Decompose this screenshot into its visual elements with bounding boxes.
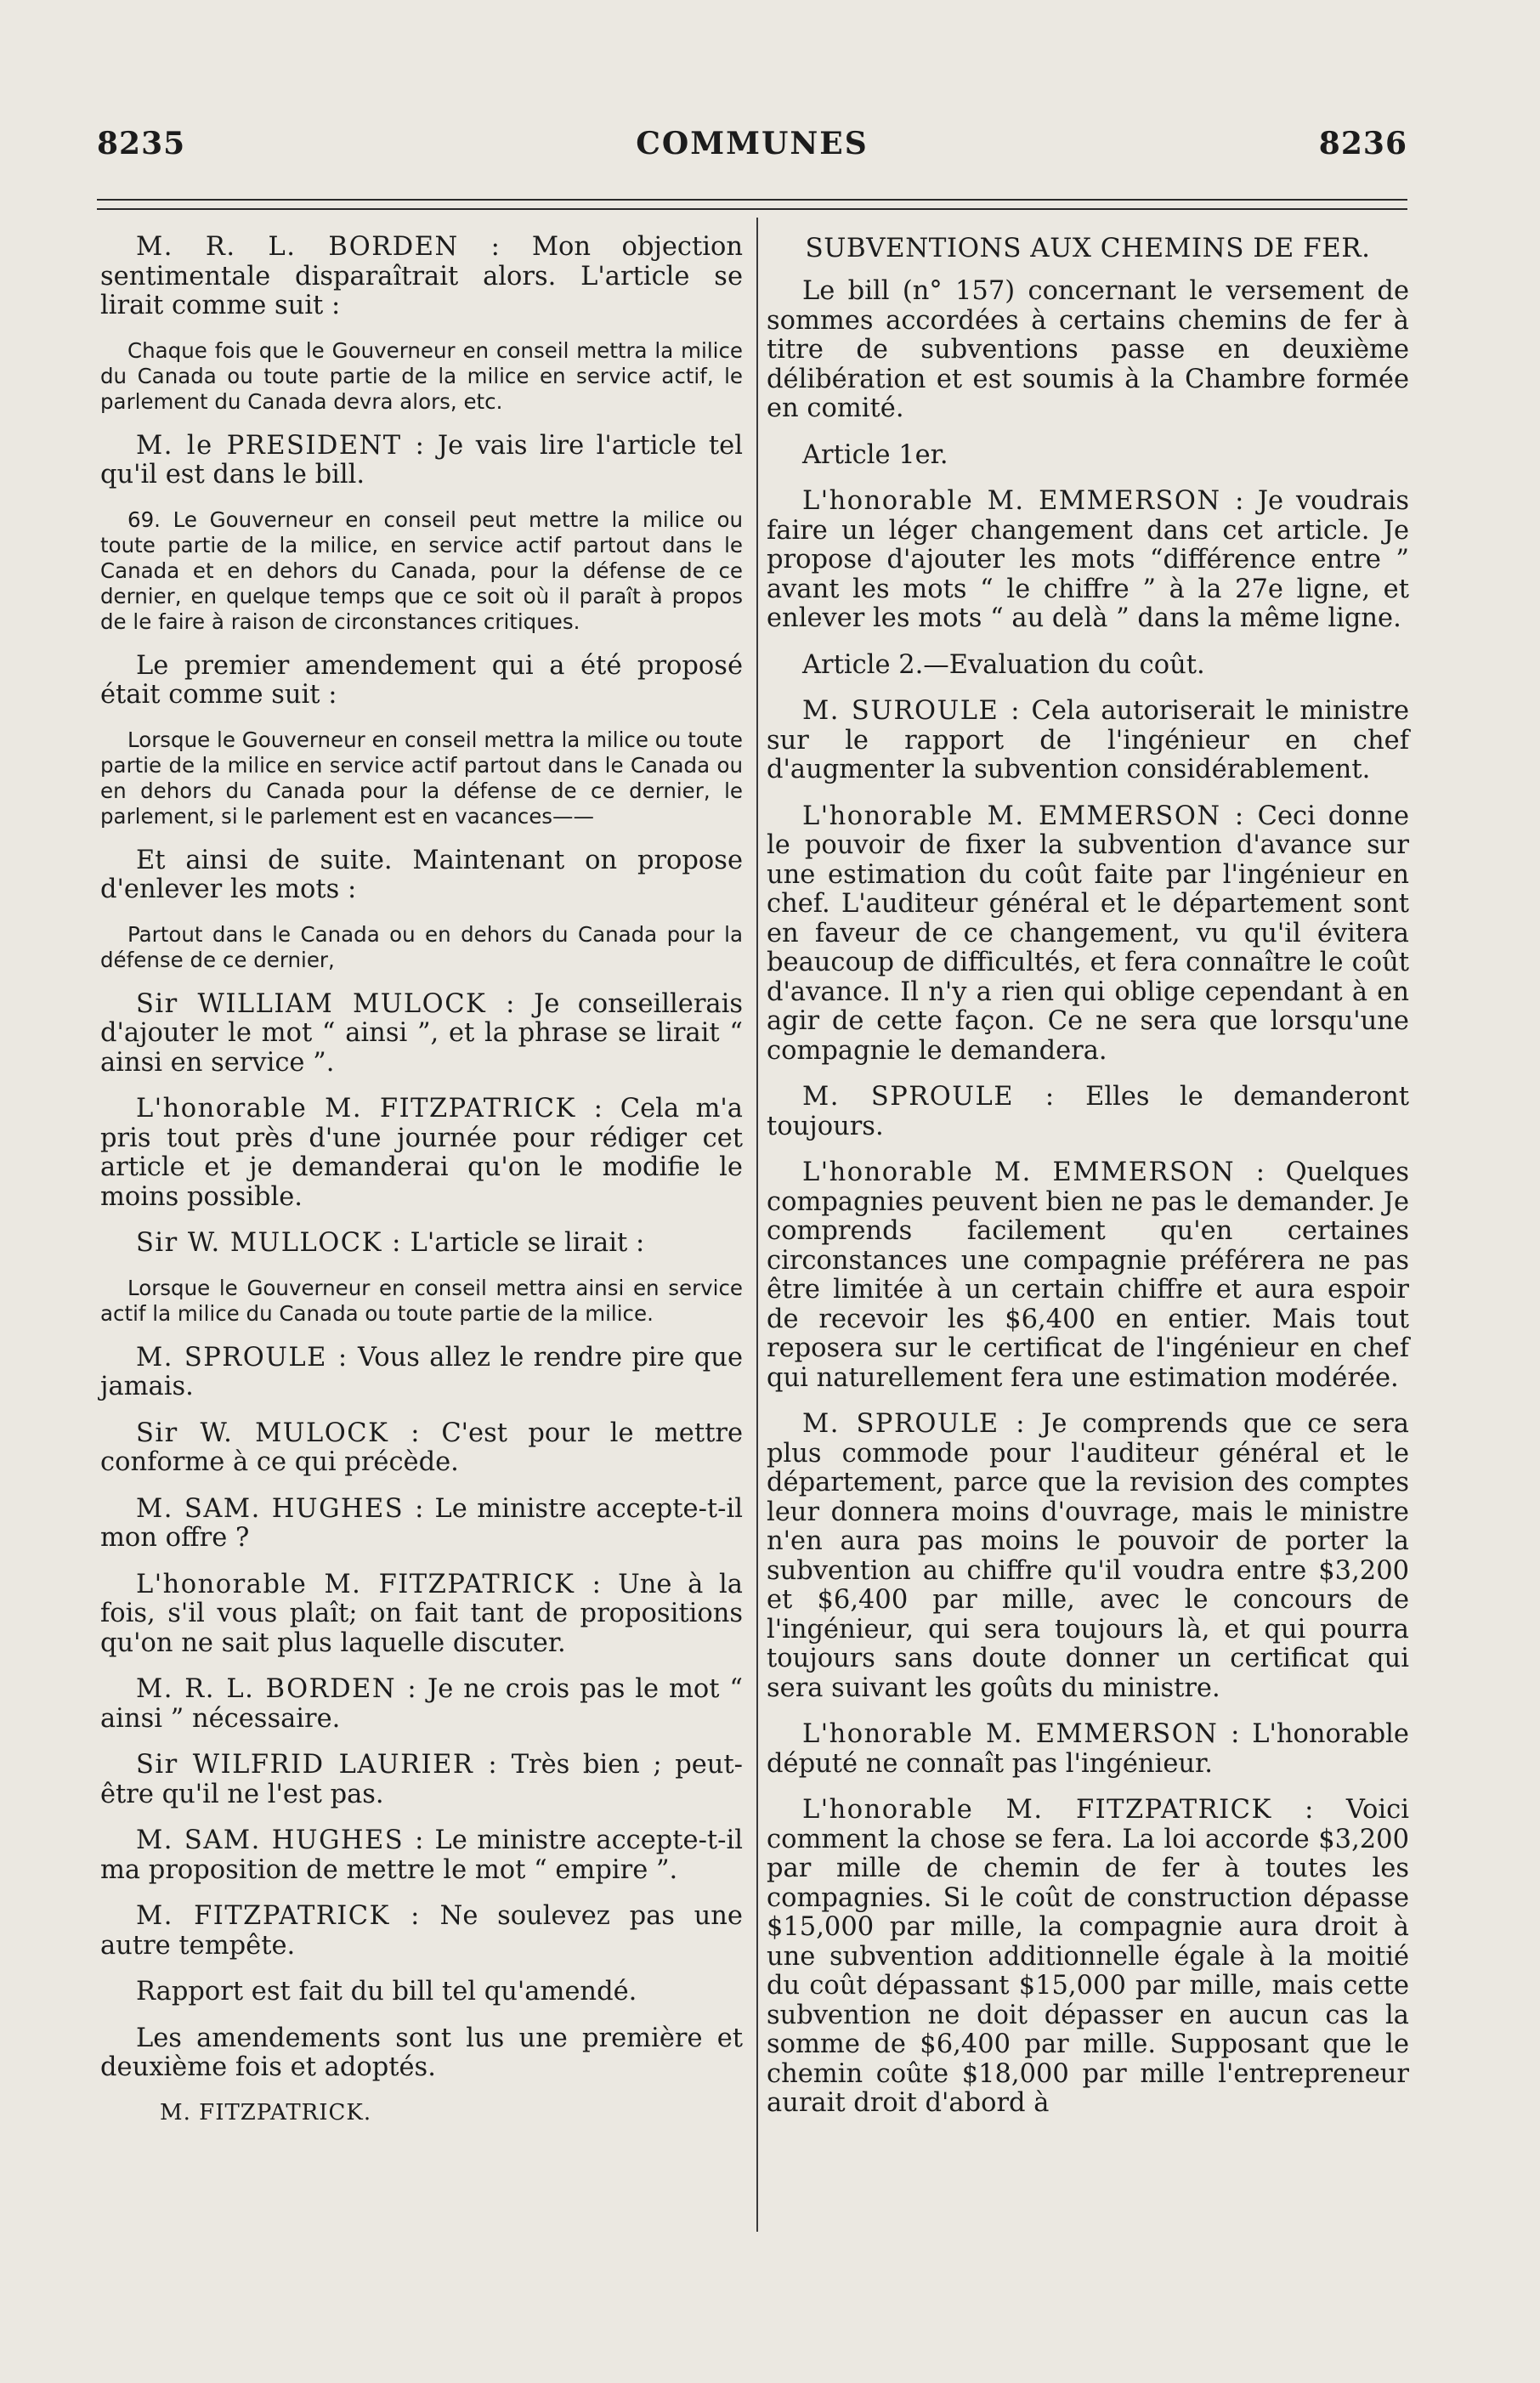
paragraph-text: Rapport est fait du bill tel qu'amendé. <box>136 1977 637 2007</box>
paragraph <box>100 1826 743 1885</box>
paragraph <box>100 1344 743 1402</box>
left-page-number: 8235 <box>97 126 186 161</box>
speaker-name: M. R. L. BORDEN : <box>136 1674 418 1704</box>
paragraph <box>100 2024 743 2083</box>
paragraph-text: L'honorable député ne connaît pas l'ingénieur. <box>767 1719 1409 1779</box>
paragraph-text: Lorsque le Gouverneur en conseil mettra ainsi en service actif la milice du Canada ou toute partie de la milice. <box>100 1275 743 1326</box>
paragraph <box>767 802 1409 1067</box>
paragraph-text: Article 2.—Evaluation du coût. <box>802 649 1205 680</box>
paragraph-text: M. FITZPATRICK. <box>160 2099 372 2125</box>
right-column <box>767 233 1409 2136</box>
paragraph <box>767 1796 1409 2119</box>
paragraph <box>100 1675 743 1734</box>
column-divider <box>756 218 758 2232</box>
speaker-name: L'honorable M. FITZPATRICK : <box>802 1795 1315 1825</box>
paragraph-text: Je ne crois pas le mot “ ainsi ” nécessaire. <box>100 1674 743 1734</box>
paragraph-text: Très bien ; peut-être qu'il ne l'est pas. <box>100 1750 743 1809</box>
paragraph-text: Quelques compagnies peuvent bien ne pas le demander. Je comprends facilement qu'en certaines circonstances une compagnie préférera ne pas être limitée à un certain chiffre et aura espoir de recevoir les $6,400 en entier. Mais tout reposera sur le certificat de l'ingénieur en chef qui naturellement fera une estimation modérée. <box>767 1158 1409 1393</box>
paragraph <box>100 1095 743 1212</box>
paragraph-text: Le bill (n° 157) concernant le versement de sommes accordées à certains chemins de fer à titre de subventions passe en deuxième délibération et est soumis à la Chambre formée en comité. <box>767 276 1409 423</box>
paragraph <box>767 1720 1409 1779</box>
paragraph-text: Chaque fois que le Gouverneur en conseil mettra la milice du Canada ou toute partie de la milice en service actif, le parlement du Canada devra alors, etc. <box>100 337 743 414</box>
paragraph <box>100 233 743 321</box>
paragraph-text: Je voudrais faire un léger changement dans cet article. Je propose d'ajouter les mots “différence entre ” avant les mots “ le chiffre ” à la 27e ligne, et enlever les mots “ au delà ” dans la même ligne. <box>767 486 1409 633</box>
speaker-name: Sir WILFRID LAURIER : <box>136 1750 499 1780</box>
paragraph-text: Partout dans le Canada ou en dehors du Canada pour la défense de ce dernier, <box>100 921 743 972</box>
paragraph <box>767 1410 1409 1703</box>
paragraph-text: Article 1er. <box>802 439 948 470</box>
paragraph <box>100 1902 743 1961</box>
speaker-name: L'honorable M. EMMERSON : <box>802 1158 1266 1187</box>
speaker-name: M. FITZPATRICK : <box>136 1901 421 1931</box>
speaker-name: M. SUROULE : <box>802 696 1021 726</box>
paragraph-text: Le ministre accepte-t-il mon offre ? <box>100 1493 743 1553</box>
paragraph-text: SUBVENTIONS AUX CHEMINS DE FER. <box>805 233 1371 263</box>
paragraph-text: Elles le demanderont toujours. <box>767 1082 1409 1141</box>
paragraph-text: C'est pour le mettre conforme à ce qui précède. <box>100 1418 743 1477</box>
paragraph-text: Une à la fois, s'il vous plaît; on fait tant de propositions qu'on ne sait plus laquelle discuter. <box>100 1569 743 1658</box>
right-page-number: 8236 <box>1318 126 1407 161</box>
paragraph-text: Ceci donne le pouvoir de fixer la subvention d'avance sur une estimation du coût faite par l'ingénieur en chef. L'auditeur général et le département sont en faveur de ce changement, vu qu'il évitera beaucoup de difficultés, et fera connaître le coût d'avance. Il n'y a rien qui oblige cependant à en agir de cette façon. Ce ne sera que lorsqu'une compagnie le demandera. <box>767 801 1409 1066</box>
quoted-text <box>100 507 743 635</box>
paragraph <box>767 1158 1409 1393</box>
speaker-name: L'honorable M. FITZPATRICK : <box>136 1569 603 1599</box>
paragraph <box>100 990 743 1078</box>
speaker-name: L'honorable M. EMMERSON : <box>802 486 1245 516</box>
speaker-name: M. SPROULE : <box>802 1082 1056 1112</box>
paragraph-text: Voici comment la chose se fera. La loi accorde $3,200 par mille de chemin de fer à toutes les compagnies. Si le coût de construction dépasse $15,000 par mille, la compagnie aura droit à une subvention additionnelle égale à la moitié du coût dépassant $15,000 par mille, mais cette subvention ne doit dépasser en aucun cas la somme de $6,400 par mille. Supposant que le chemin coûte $18,000 par mille l'entrepreneur aurait droit d'abord à <box>767 1795 1409 2118</box>
speaker-name: M. SPROULE : <box>802 1409 1027 1439</box>
quoted-text <box>100 727 743 829</box>
paragraph <box>767 441 1409 471</box>
paragraph-text: Je vais lire l'article tel qu'il est dans le bill. <box>100 430 743 490</box>
paragraph-text: Et ainsi de suite. Maintenant on propose d'enlever les mots : <box>100 845 743 904</box>
speaker-name: Sir W. MULOCK : <box>136 1418 421 1448</box>
left-column <box>100 233 743 2125</box>
paragraph-text: Les amendements sont lus une première et deuxième fois et adoptés. <box>100 2023 743 2082</box>
paragraph <box>100 1978 743 2007</box>
signature <box>100 2100 743 2125</box>
paragraph <box>767 277 1409 424</box>
paragraph-text: Cela m'a pris tout près d'une journée pour rédiger cet article et je demanderai qu'on le modifie le moins possible. <box>100 1094 743 1212</box>
paragraph-text: Vous allez le rendre pire que jamais. <box>100 1342 743 1401</box>
paragraph <box>100 1571 743 1659</box>
header-rule-top <box>97 199 1407 201</box>
paragraph <box>767 487 1409 634</box>
page-header <box>97 126 1407 168</box>
speaker-name: Sir W. MULLOCK : <box>136 1228 402 1258</box>
paragraph-text: Ne soulevez pas une autre tempête. <box>100 1901 743 1961</box>
paragraph <box>100 1229 743 1259</box>
paragraph <box>100 652 743 710</box>
speaker-name: M. SAM. HUGHES : <box>136 1493 425 1524</box>
paragraph <box>100 1419 743 1478</box>
quoted-text <box>100 922 743 973</box>
paragraph <box>100 1495 743 1554</box>
speaker-name: L'honorable M. EMMERSON : <box>802 1719 1241 1749</box>
paragraph-text: 69. Le Gouverneur en conseil peut mettre la milice ou toute partie de la milice, en service actif partout dans le Canada et en dehors du Canada, pour la défense de ce dernier, en quelque temps que ce soit où il paraît à propos de le faire à raison de circonstances critiques. <box>100 507 743 634</box>
paragraph-text: Je comprends que ce sera plus commode pour l'auditeur général et le département, parce que la revision des comptes leur donnera moins d'ouvrage, mais le ministre n'en aura pas moins le pouvoir de porter la subvention au chiffre qu'il voudra entre $3,200 et $6,400 par mille, avec le concours de l'ingénieur, qui sera toujours là, et qui pourra toujours sans doute donner un certificat qui sera suivant les goûts du ministre. <box>767 1409 1409 1703</box>
page-title: COMMUNES <box>636 126 869 161</box>
paragraph <box>767 651 1409 681</box>
header-rule-bottom <box>97 208 1407 210</box>
paragraph-text: L'article se lirait : <box>410 1228 645 1258</box>
paragraph-text: Mon objection sentimentale disparaîtrait alors. L'article se lirait comme suit : <box>100 232 743 320</box>
speaker-name: M. le PRESIDENT : <box>136 430 426 461</box>
paragraph <box>767 697 1409 785</box>
speaker-name: M. R. L. BORDEN : <box>136 232 501 262</box>
paragraph <box>100 432 743 490</box>
speaker-name: M. SPROULE : <box>136 1342 348 1373</box>
paragraph-text: Lorsque le Gouverneur en conseil mettra la milice ou toute partie de la milice en service actif partout dans le Canada ou en dehors du Canada pour la défense de ce dernier, le parlement, si le parlement est en vacances—— <box>100 727 743 829</box>
speaker-name: Sir WILLIAM MULOCK : <box>136 988 516 1019</box>
quoted-text <box>100 338 743 415</box>
paragraph <box>100 1751 743 1809</box>
paragraph <box>100 846 743 905</box>
paragraph-text: Le ministre accepte-t-il ma proposition de mettre le mot “ empire ”. <box>100 1825 743 1885</box>
paragraph-text: Je conseillerais d'ajouter le mot “ ainsi ”, et la phrase se lirait “ ainsi en service ”. <box>100 988 743 1078</box>
paragraph-text: Cela autoriserait le ministre sur le rapport de l'ingénieur en chef d'augmenter la subvention considérablement. <box>767 696 1409 784</box>
paragraph-text: Le premier amendement qui a été proposé était comme suit : <box>100 650 743 710</box>
speaker-name: L'honorable M. EMMERSON : <box>802 801 1245 831</box>
quoted-text <box>100 1276 743 1327</box>
speaker-name: L'honorable M. FITZPATRICK : <box>136 1094 604 1124</box>
section-heading <box>767 233 1409 263</box>
paragraph <box>767 1083 1409 1141</box>
speaker-name: M. SAM. HUGHES : <box>136 1825 425 1855</box>
